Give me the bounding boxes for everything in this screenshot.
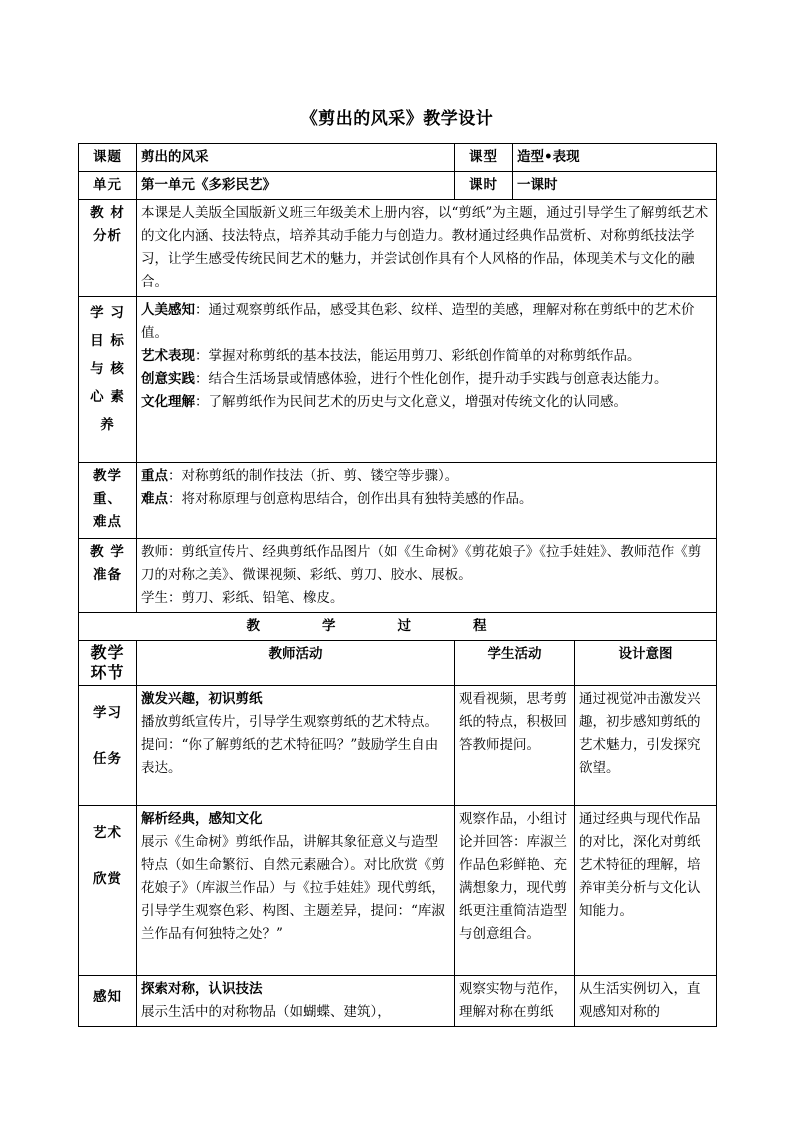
teacher-activity-cell [137, 976, 455, 1027]
analysis-label: 教 材 分析 [79, 200, 137, 297]
goals-label: 学 习 目 标 与 核 心 素 养 [79, 297, 137, 463]
topic-value: 剪出的风采 [137, 144, 455, 172]
type-label: 课型 [455, 144, 513, 172]
design-intent-cell: 通过视觉冲击激发兴趣，初步感知剪纸的艺术魅力，引发探究欲望。 [575, 686, 717, 806]
student-activity-cell: 观看视频，思考剪纸的特点，积极回答教师提问。 [455, 686, 575, 806]
goal-item [141, 299, 712, 345]
goal-item-text: ：结合生活场景或情感体验，进行个性化创作，提升动手实践与创意表达能力。 [195, 371, 668, 387]
goal-item-text: ：通过观察剪纸作品，感受其色彩、纹样、造型的美感，理解对称在剪纸中的艺术价值。 [141, 302, 695, 341]
prep-student: 学生：剪刀、彩纸、铅笔、橡皮。 [141, 590, 344, 606]
step-title: 激发兴趣，初识剪纸 [141, 691, 263, 707]
goal-item [141, 368, 712, 391]
keypoint-text: ：将对称原理与创意构思结合，创作出具有独特美感的作品。 [168, 491, 533, 507]
keypoint-item [141, 465, 712, 488]
goal-item [141, 391, 712, 414]
col-teacher-header: 教师活动 [137, 641, 455, 686]
type-value: 造型•表现 [513, 144, 717, 172]
stage-cell: 感知 [79, 976, 137, 1027]
unit-value: 第一单元《多彩民艺》 [137, 172, 455, 200]
keypoints-content [137, 463, 717, 539]
design-intent-cell: 通过经典与现代作品的对比，深化对剪纸艺术特征的理解，培养审美分析与文化认知能力。 [575, 806, 717, 976]
goal-item-text: ：掌握对称剪纸的基本技法，能运用剪刀、彩纸创作简单的对称剪纸作品。 [195, 348, 641, 364]
design-intent-cell: 从生活实例切入，直观感知对称的 [575, 976, 717, 1027]
student-activity-cell: 观察作品，小组讨论并回答：库淑兰作品色彩鲜艳、充满想象力，现代剪纸更注重简洁造型与创意组合。 [455, 806, 575, 976]
hours-value: 一课时 [513, 172, 717, 200]
keypoints-label: 教学 重、 难点 [79, 463, 137, 539]
stage-cell: 艺术 欣赏 [79, 806, 137, 976]
keypoint-item [141, 488, 712, 511]
student-activity-cell: 观察实物与范作，理解对称在剪纸 [455, 976, 575, 1027]
teacher-activity-cell [137, 686, 455, 806]
col-intent-header: 设计意图 [575, 641, 717, 686]
keypoint-title: 重点 [141, 468, 168, 484]
step-title: 解析经典，感知文化 [141, 811, 263, 827]
step-text: 展示生活中的对称物品（如蝴蝶、建筑）， [141, 1004, 391, 1020]
topic-label: 课题 [79, 144, 137, 172]
col-student-header: 学生活动 [455, 641, 575, 686]
document-title: 《剪出的风采》教学设计 [300, 109, 494, 129]
goal-item-text: ：了解剪纸作为民间艺术的历史与文化意义，增强对传统文化的认同感。 [195, 394, 627, 410]
step-text: 播放剪纸宣传片，引导学生观察剪纸的艺术特点。提问：“你了解剪纸的艺术特征吗？”鼓励学生自由表达。 [141, 714, 439, 776]
step-title: 探索对称，认识技法 [141, 981, 263, 997]
unit-label: 单元 [79, 172, 137, 200]
goal-item-title: 创意实践 [141, 371, 195, 387]
hours-label: 课时 [455, 172, 513, 200]
process-heading: 教学过程 [79, 613, 717, 641]
keypoint-text: ：对称剪纸的制作技法（折、剪、镂空等步骤）。 [168, 468, 459, 484]
step-text: 展示《生命树》剪纸作品，讲解其象征意义与造型特点（如生命繁衍、自然元素融合）。对比欣赏《剪花娘子》（库淑兰作品）与《拉手娃娃》现代剪纸，引导学生观察色彩、构图、主题差异，提问：“库淑兰作品有何独特之处？” [141, 834, 445, 942]
prep-label: 教 学 准备 [79, 539, 137, 613]
goals-content [137, 297, 717, 463]
stage-cell: 学习 任务 [79, 686, 137, 806]
goal-item [141, 345, 712, 368]
lesson-plan-table [78, 143, 717, 1027]
prep-content [137, 539, 717, 613]
teacher-activity-cell [137, 806, 455, 976]
goal-item-title: 文化理解 [141, 394, 195, 410]
prep-teacher: 教师：剪纸宣传片、经典剪纸作品图片（如《生命树》《剪花娘子》《拉手娃娃》、教师范作《剪刀的对称之美》、微课视频、彩纸、剪刀、胶水、展板。 [141, 544, 702, 583]
goal-item-title: 艺术表现 [141, 348, 195, 364]
analysis-text: 本课是人美版全国版新义班三年级美术上册内容，以“剪纸”为主题，通过引导学生了解剪纸艺术的文化内涵、技法特点，培养其动手能力与创造力。教材通过经典作品赏析、对称剪纸技法学习，让学生感受传统民间艺术的魅力，并尝试创作具有个人风格的作品，体现美术与文化的融合。 [137, 200, 717, 297]
goal-item-title: 人美感知 [141, 302, 195, 318]
keypoint-title: 难点 [141, 491, 168, 507]
col-stage-header: 教学 环节 [79, 641, 137, 686]
